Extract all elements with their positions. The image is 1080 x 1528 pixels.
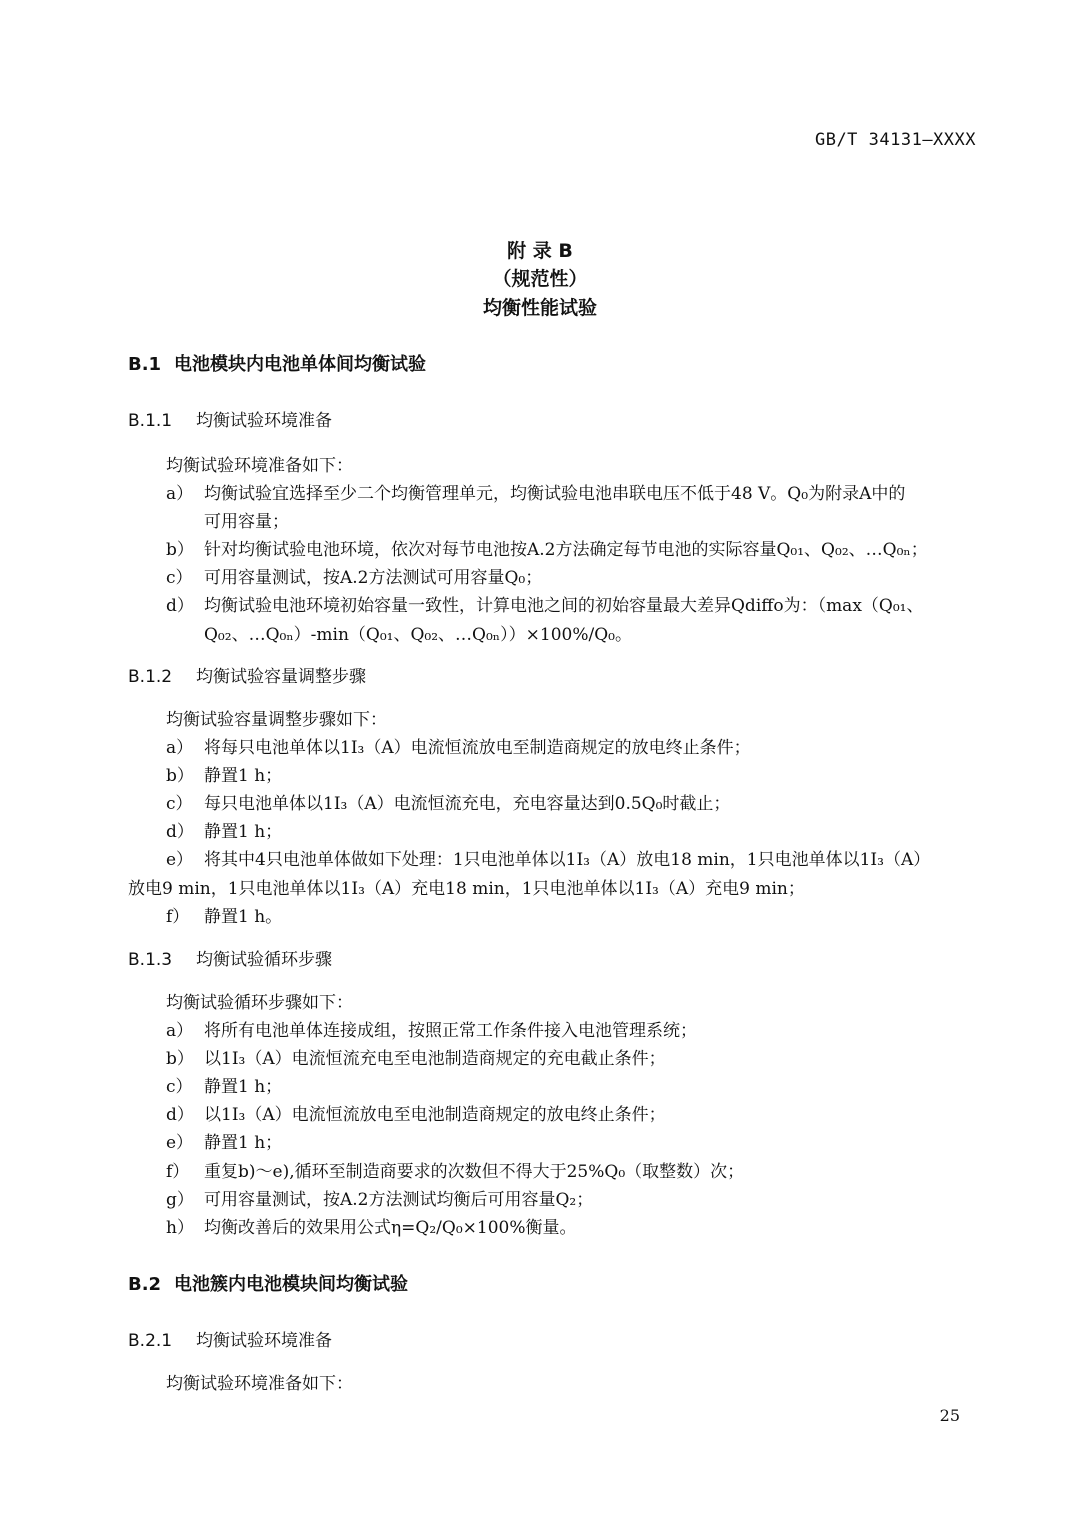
list-item [166, 479, 905, 504]
section-title: 电池簇内电池模块间均衡试验 [174, 1274, 408, 1295]
paragraph: 均衡试验容量调整步骤如下： [166, 710, 387, 730]
list-marker: e） [166, 850, 194, 870]
list-text: 均衡改善后的效果用公式η=Q₂/Q₀×100%衡量。 [204, 1218, 577, 1238]
list-item [166, 1044, 666, 1069]
list-marker: c） [166, 794, 193, 814]
list-item [166, 563, 542, 588]
section-title: 均衡试验容量调整步骤 [196, 667, 366, 687]
list-text: 重复b)～e),循环至制造商要求的次数但不得大于25%Q₀（取整数）次； [204, 1162, 745, 1182]
appendix-subject: 均衡性能试验 [482, 297, 597, 319]
list-marker: c） [166, 1077, 193, 1097]
list-text: 静置1 h； [204, 766, 283, 786]
appendix-type: （规范性） [492, 268, 588, 290]
list-item [166, 1072, 282, 1097]
section-b12-heading [128, 662, 366, 687]
list-item [166, 761, 282, 786]
paragraph: 均衡试验环境准备如下： [166, 1374, 353, 1394]
list-text: 可用容量测试，按A.2方法测试均衡后可用容量Q₂； [204, 1190, 594, 1210]
list-item [166, 1016, 697, 1041]
section-title: 电池模块内电池单体间均衡试验 [174, 354, 426, 375]
section-number: B.2.1 [128, 1331, 173, 1351]
list-text: 静置1 h； [204, 1133, 283, 1153]
section-b1-heading [128, 350, 426, 376]
list-text: 以1I₃（A）电流恒流放电至电池制造商规定的放电终止条件； [204, 1105, 666, 1125]
list-text: 将其中4只电池单体做如下处理：1只电池单体以1I₃（A）放电18 min，1只电池单体以1I₃（A） [204, 850, 931, 870]
section-b11-heading [128, 406, 332, 431]
list-text: 均衡试验电池环境初始容量一致性，计算电池之间的初始容量最大差异Qdiffo为：（max（Q₀₁、 [204, 596, 924, 616]
section-title: 均衡试验环境准备 [196, 1331, 332, 1351]
list-text: 每只电池单体以1I₃（A）电流恒流充电，充电容量达到0.5Q₀时截止； [204, 794, 731, 814]
list-continuation: Q₀₂、…Q₀ₙ）-min（Q₀₁、Q₀₂、…Q₀ₙ））×100%/Q₀。 [204, 625, 632, 645]
list-item [166, 733, 751, 758]
document-code: GB/T 34131—XXXX [814, 130, 976, 150]
list-marker: a） [166, 484, 194, 504]
list-marker: f） [166, 1162, 190, 1182]
section-title: 均衡试验循环步骤 [196, 950, 332, 970]
paragraph: 均衡试验环境准备如下： [166, 456, 353, 476]
list-continuation: 可用容量； [204, 512, 289, 532]
list-marker: a） [166, 738, 194, 758]
section-number: B.2 [128, 1274, 162, 1295]
list-item [166, 591, 923, 616]
list-item [166, 1157, 744, 1182]
list-item [166, 1100, 666, 1125]
list-marker: b） [166, 1049, 194, 1069]
list-text: 将所有电池单体连接成组，按照正常工作条件接入电池管理系统； [204, 1021, 697, 1041]
appendix-title: 附 录 B [507, 240, 573, 262]
list-marker: c） [166, 568, 193, 588]
list-marker: a） [166, 1021, 194, 1041]
list-marker: b） [166, 766, 194, 786]
list-text: 针对均衡试验电池环境，依次对每节电池按A.2方法确定每节电池的实际容量Q₀₁、Q₀₂、…Q₀ₙ； [204, 540, 928, 560]
list-text: 均衡试验宜选择至少二个均衡管理单元，均衡试验电池串联电压不低于48 V。Q₀为附录A中的 [204, 484, 906, 504]
section-number: B.1 [128, 354, 162, 375]
page-number: 25 [939, 1406, 960, 1425]
list-marker: f） [166, 907, 190, 927]
section-b13-heading [128, 945, 332, 970]
section-number: B.1.2 [128, 667, 173, 687]
list-text: 将每只电池单体以1I₃（A）电流恒流放电至制造商规定的放电终止条件； [204, 738, 751, 758]
list-item [166, 902, 282, 927]
list-item [166, 845, 930, 870]
section-title: 均衡试验环境准备 [196, 411, 332, 431]
list-marker: d） [166, 822, 194, 842]
list-item [166, 1213, 577, 1238]
list-item [166, 535, 928, 560]
list-marker: d） [166, 1105, 194, 1125]
section-b2-heading [128, 1270, 408, 1296]
list-text: 静置1 h； [204, 822, 283, 842]
list-marker: h） [166, 1218, 194, 1238]
list-text: 以1I₃（A）电流恒流充电至电池制造商规定的充电截止条件； [204, 1049, 666, 1069]
section-number: B.1.3 [128, 950, 173, 970]
list-item [166, 817, 282, 842]
list-item [166, 1185, 593, 1210]
list-marker: g） [166, 1190, 194, 1210]
list-marker: d） [166, 596, 194, 616]
list-marker: b） [166, 540, 194, 560]
paragraph: 均衡试验循环步骤如下： [166, 993, 353, 1013]
list-continuation: 放电9 min，1只电池单体以1I₃（A）充电18 min，1只电池单体以1I₃（A）充电9 min； [128, 879, 805, 899]
list-marker: e） [166, 1133, 194, 1153]
section-number: B.1.1 [128, 411, 173, 431]
list-text: 静置1 h。 [204, 907, 283, 927]
list-item [166, 789, 730, 814]
list-text: 可用容量测试，按A.2方法测试可用容量Q₀； [204, 568, 543, 588]
list-item [166, 1128, 282, 1153]
section-b21-heading [128, 1326, 332, 1351]
list-text: 静置1 h； [204, 1077, 283, 1097]
